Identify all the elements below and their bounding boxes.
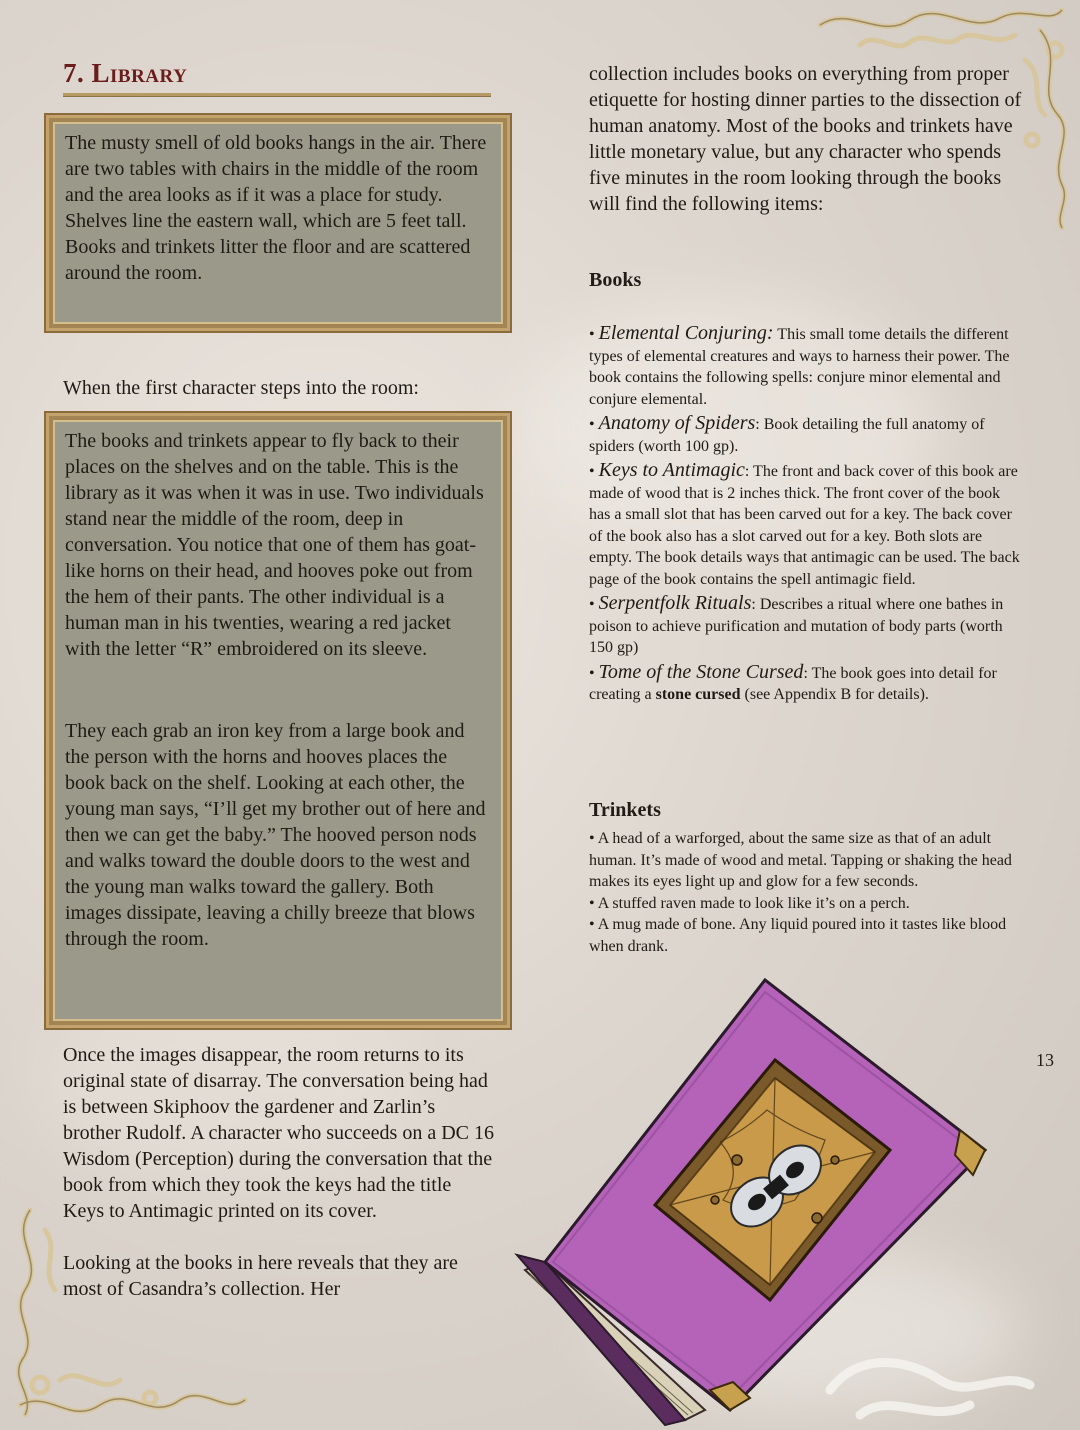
list-item: • Serpentfolk Rituals: Describes a ritual where one bathes in poison to achieve purification and mutation of body parts (worth 150 gp) — [589, 592, 1004, 656]
list-item: • Keys to Antimagic: The front and back cover of this book are made of wood that is 2 inches thick. The front cover of the book has a small slot that has been carved out for a key. The back cover of the book also has a slot carved out for a key. Both slots are empty. The book details ways that antimagic can be used. The back page of the book contains the spell antimagic field. — [589, 459, 1020, 588]
read-aloud-box-vision — [46, 413, 510, 1028]
book-title: Keys to Antimagic — [598, 459, 745, 481]
books-heading: Books — [589, 269, 642, 291]
list-item: • A head of a warforged, about the same size as that of an adult human. It’s made of wood and metal. Tapping or shaking the head makes its eyes light up and glow for a few seconds. — [589, 830, 1012, 890]
page-title: 7. Library — [63, 58, 188, 88]
book-title: Tome of the Stone Cursed — [598, 660, 804, 683]
vision-paragraph-1: The books and trinkets appear to fly back to their places on the shelves and on the table. This is the library as it was when it was in use. Two individuals stand near the middle of the room, deep in conversation. You notice that one of them has goat-like horns on their head, and hooves poke out from the hem of their pants. The other individual is a human man in his twenties, wearing a red jacket with the letter “R” embroidered on its sleeve. — [65, 430, 484, 660]
intro-text — [63, 375, 493, 401]
body-text-left — [63, 1042, 495, 1302]
read-aloud-box — [46, 115, 510, 331]
body-text-right — [589, 61, 1029, 217]
vision-paragraph-2: They each grab an iron key from a large book and the person with the horns and hooves places the book back on the shelf. Looking at each other, the young man says, “I’ll get my brother out of here and then we can get the baby.” The hooved person nods and walks toward the double doors to the west and the young man walks toward the gallery. Both images dissipate, leaving a chilly breeze that blows through the room. — [65, 720, 486, 950]
book-title: Elemental Conjuring: — [598, 322, 774, 344]
book-title: Serpentfolk Rituals — [598, 592, 752, 614]
title-divider — [63, 93, 491, 97]
list-item: • Tome of the Stone Cursed: The book goes into detail for creating a stone cursed (see Appendix B for details). — [589, 660, 997, 703]
trinkets-heading: Trinkets — [589, 799, 661, 821]
book-illustration — [505, 970, 1025, 1430]
collection-paragraph: collection includes books on everything from proper etiquette for hosting dinner parties to the dissection of human anatomy. Most of the books and trinkets have little monetary value, but any character who spends five minutes in the room looking through the books will find the following items: — [589, 63, 1022, 215]
books-list — [589, 323, 1021, 709]
trinkets-list — [589, 828, 1021, 957]
body-paragraph-2: Looking at the books in here reveals that they are most of Casandra’s collection. Her — [63, 1252, 458, 1300]
body-paragraph-1: Once the images disappear, the room returns to its original state of disarray. The conversation being had is between Skiphoov the gardener and Zarlin’s brother Rudolf. A character who succeeds on a DC 16 Wisdom (Perception) during the conversation that the book from which they took the keys had the title Keys to Antimagic printed on its cover. — [63, 1044, 494, 1222]
read-aloud-text: The musty smell of old books hangs in the air. There are two tables with chairs in the middle of the room and the area looks as if it was a place for study. Shelves line the eastern wall, which are 5 feet tall. Books and trinkets litter the floor and are scattered around the room. — [65, 132, 487, 284]
list-item: • Anatomy of Spiders: Book detailing the full anatomy of spiders (worth 100 gp). — [589, 412, 985, 455]
page-number: 13 — [1036, 1050, 1054, 1070]
intro-paragraph: When the first character steps into the room: — [63, 377, 419, 399]
list-item: • A stuffed raven made to look like it’s on a perch. — [589, 894, 910, 912]
list-item: • A mug made of bone. Any liquid poured into it tastes like blood when drank. — [589, 916, 1007, 955]
list-item: • Elemental Conjuring: This small tome details the different types of elemental creatures and ways to harness their power. The book contains the following spells: conjure minor elemental and conjure elemental. — [589, 322, 1010, 408]
book-title: Anatomy of Spiders — [598, 412, 756, 434]
